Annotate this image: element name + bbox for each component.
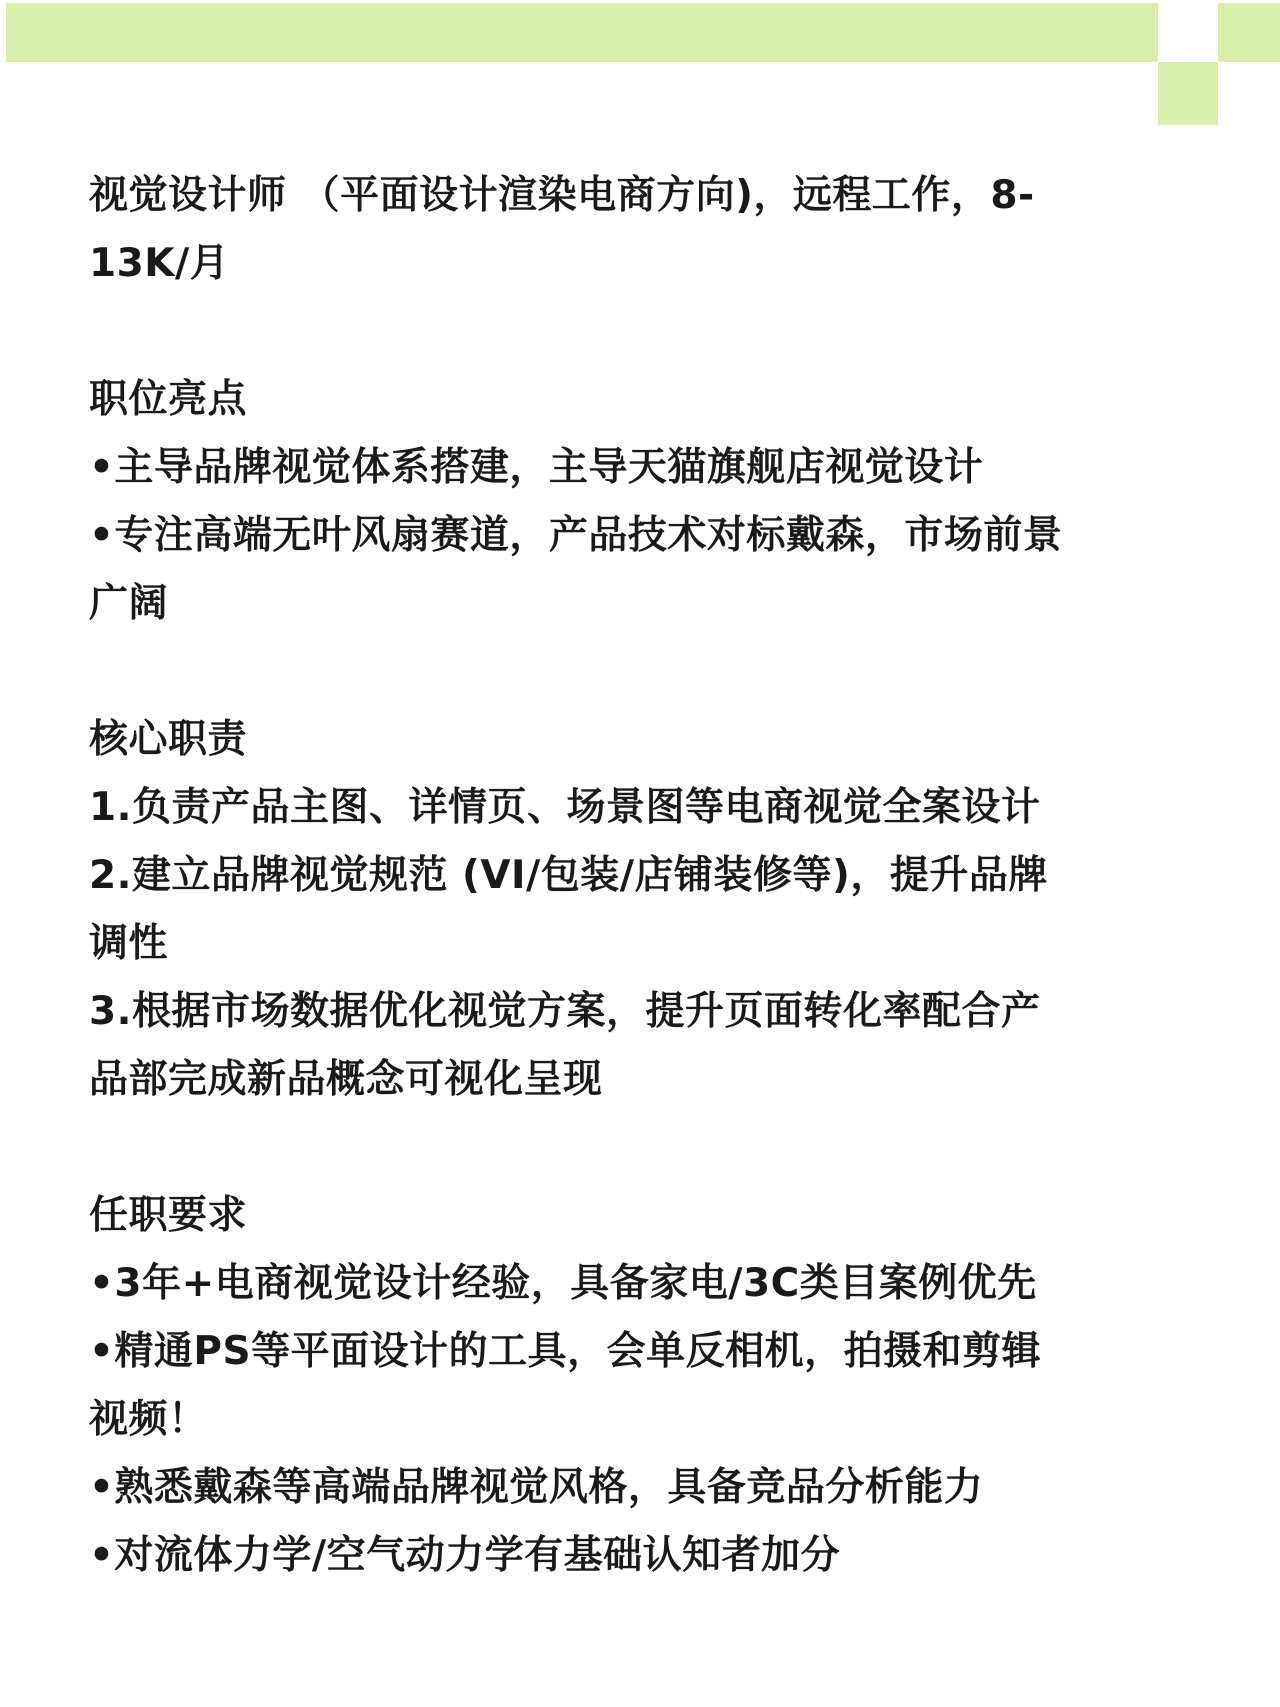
section-heading-duties: 核心职责 (89, 717, 248, 762)
list-item: 视频！ (89, 1397, 208, 1442)
list-item: 广阔 (89, 581, 169, 626)
list-item: 调性 (89, 921, 169, 966)
list-item: •精通PS等平面设计的工具，会单反相机，拍摄和剪辑 (89, 1329, 1042, 1374)
header-accent-bar (6, 3, 1158, 62)
job-title-line: 13K/月 (89, 241, 230, 286)
list-item: 品部完成新品概念可视化呈现 (89, 1057, 603, 1102)
list-item: •3年+电商视觉设计经验，具备家电/3C类目案例优先 (89, 1261, 1037, 1306)
list-item: •专注高端无叶风扇赛道，产品技术对标戴森，市场前景 (89, 513, 1063, 558)
list-item: 3.根据市场数据优化视觉方案，提升页面转化率配合产 (89, 989, 1041, 1034)
spacer (89, 638, 1199, 706)
section-heading-requirements: 任职要求 (89, 1193, 248, 1238)
job-posting (89, 162, 1199, 1590)
list-item: •主导品牌视觉体系搭建，主导天猫旗舰店视觉设计 (89, 445, 984, 490)
list-item: •对流体力学/空气动力学有基础认知者加分 (89, 1533, 841, 1578)
list-item: 1.负责产品主图、详情页、场景图等电商视觉全案设计 (89, 785, 1041, 830)
list-item: •熟悉戴森等高端品牌视觉风格，具备竞品分析能力 (89, 1465, 984, 1510)
spacer (89, 298, 1199, 366)
section-heading-highlights: 职位亮点 (89, 377, 248, 422)
decorative-square (1218, 3, 1280, 62)
list-item: 2.建立品牌视觉规范 (VI/包装/店铺装修等)，提升品牌 (89, 853, 1048, 898)
spacer (89, 1114, 1199, 1182)
job-title-line: 视觉设计师 （平面设计渲染电商方向)，远程工作，8- (89, 173, 1035, 218)
decorative-square (1158, 62, 1218, 125)
